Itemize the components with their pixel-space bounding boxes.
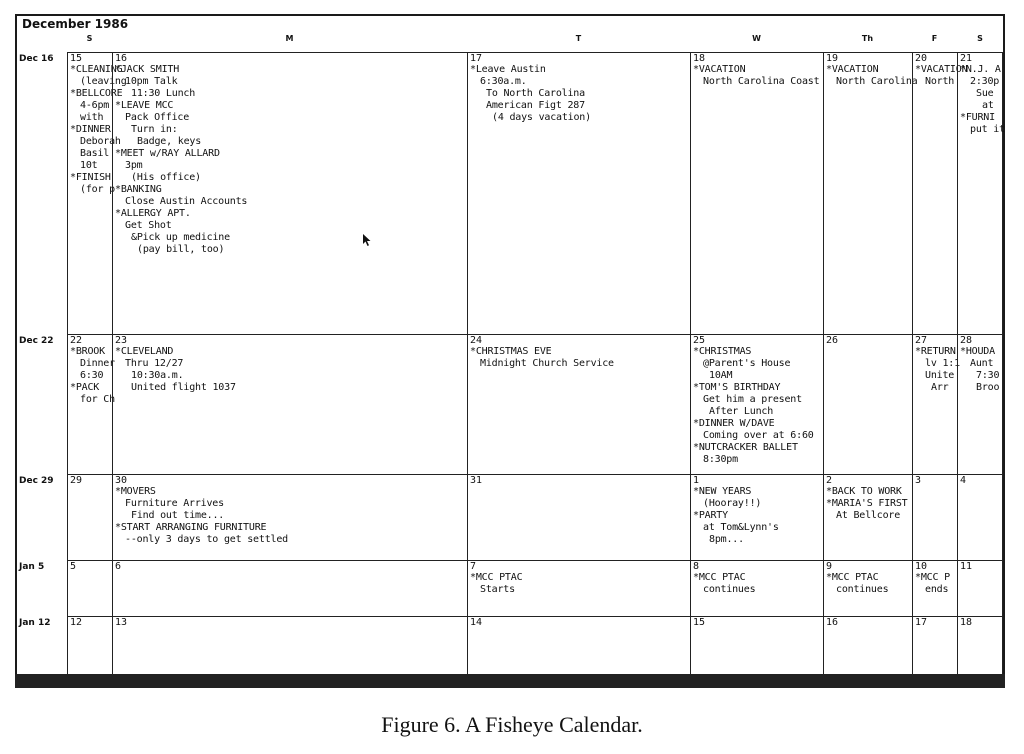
day-number: 15 [693,617,706,628]
event-line: at [982,100,994,111]
event-line: at Tom&Lynn's [703,522,779,533]
event-line: ends [925,584,949,595]
day-number: 25 [693,335,706,346]
event-line: *BROOK [70,346,105,357]
event-line: *CHRISTMAS [693,346,752,357]
event-line: 7:30 [976,370,1000,381]
day-cell[interactable] [823,560,912,616]
event-line: *MCC P [915,572,950,583]
day-number: 11 [960,561,973,572]
event-line: North Carolina [836,76,918,87]
day-number: 1 [693,475,700,486]
event-line: @Parent's House [703,358,791,369]
event-line: *FURNI [960,112,995,123]
figure-caption: Figure 6. A Fisheye Calendar. [381,712,643,737]
day-cell[interactable] [912,560,957,616]
day-cell[interactable] [690,334,823,474]
event-line: *BELLCORE [70,88,123,99]
event-line: 6:30 [80,370,104,381]
week-label: Dec 22 [19,336,54,346]
week-label: Dec 29 [19,476,54,486]
event-line: 10t [80,160,98,171]
day-number: 21 [960,53,973,64]
event-line: *FINISH [70,172,111,183]
event-line: (leaving [80,76,127,87]
event-line: Dinner [80,358,115,369]
event-line: Arr [931,382,949,393]
event-line: *NEW YEARS [693,486,752,497]
event-line: &Pick up medicine [131,232,230,243]
day-cell[interactable] [690,560,823,616]
day-number: 31 [470,475,483,486]
day-number: 4 [960,475,967,486]
day-cell[interactable] [112,560,467,616]
calendar-window [15,14,1005,686]
day-number: 14 [470,617,483,628]
day-cell[interactable] [467,560,690,616]
event-line: --only 3 days to get settled [125,534,288,545]
event-line: (pay bill, too) [137,244,225,255]
event-line: 11:30 Lunch [131,88,196,99]
day-number: 26 [826,335,839,346]
event-line: *BANKING [115,184,162,195]
day-cell[interactable] [823,52,918,334]
day-cell[interactable] [957,474,1003,560]
event-line: for Ch [80,394,115,405]
event-line: To North Carolina [486,88,585,99]
day-number: 19 [826,53,839,64]
event-line: *MEET w/RAY ALLARD [115,148,220,159]
event-line: Starts [480,584,515,595]
day-number: 18 [693,53,706,64]
event-line: United flight 1037 [131,382,236,393]
event-line: *MOVERS [115,486,156,497]
day-number: 6 [115,561,122,572]
day-header-3: W [752,34,761,43]
day-cell[interactable] [67,560,112,616]
event-line: Aunt [970,358,994,369]
week-label: Dec 16 [19,54,54,64]
event-line: 10AM [709,370,733,381]
event-line: 3pm [125,160,143,171]
day-number: 7 [470,561,477,572]
event-line: (4 days vacation) [492,112,591,123]
event-line: *LEAVE MCC [115,100,174,111]
event-line: Sue [976,88,994,99]
event-line: Basil [80,148,110,159]
event-line: continues [703,584,756,595]
event-line: *MCC PTAC [693,572,746,583]
day-cell[interactable] [112,474,467,560]
event-line: *MARIA'S FIRST [826,498,908,509]
event-line: (His office) [131,172,201,183]
event-line: Close Austin Accounts [125,196,248,207]
day-number: 30 [115,475,128,486]
day-number: 28 [960,335,973,346]
event-line: *CLEVELAND [115,346,174,357]
event-line: Turn in: [131,124,178,135]
event-line: *MCC PTAC [470,572,523,583]
day-cell[interactable] [112,52,467,334]
day-number: 10 [915,561,928,572]
event-line: *VACATION [826,64,879,75]
day-number: 22 [70,335,83,346]
calendar-title: December 1986 [22,17,129,31]
event-line: Deborah [80,136,121,147]
day-number: 12 [70,617,83,628]
event-line: 10pm Talk [125,76,178,87]
event-line: *TOM'S BIRTHDAY [693,382,781,393]
event-line: Pack Office [125,112,190,123]
day-cell[interactable] [112,334,467,474]
event-line: (Hooray!!) [703,498,762,509]
day-number: 24 [470,335,483,346]
event-line: with [80,112,104,123]
event-line: 10:30a.m. [131,370,184,381]
day-cell[interactable] [467,52,690,334]
week-label: Jan 12 [19,618,51,628]
day-header-1: M [285,34,294,43]
event-line: *DINNER [70,124,111,135]
day-headers [17,32,1003,52]
week-row [17,334,1003,474]
day-header-4: Th [861,34,874,43]
day-cell[interactable] [957,52,1003,334]
day-number: 2 [826,475,833,486]
day-cell[interactable] [467,474,690,560]
event-line: *DINNER W/DAVE [693,418,775,429]
event-line: put it [970,124,1005,135]
day-number: 17 [470,53,483,64]
status-bar [15,674,1005,688]
day-number: 23 [115,335,128,346]
day-cell[interactable] [823,474,912,560]
event-line: Find out time... [131,510,225,521]
day-header-2: T [575,34,582,43]
event-line: Furniture Arrives [125,498,224,509]
day-cell[interactable] [690,52,823,334]
event-line: 8:30pm [703,454,738,465]
day-cell[interactable] [957,334,1003,474]
week-label: Jan 5 [19,562,45,572]
event-line: lv 1:1 [925,358,960,369]
event-line: *BACK TO WORK [826,486,902,497]
event-line: Get Shot [125,220,172,231]
event-line: North [925,76,955,87]
event-line: Badge, keys [137,136,202,147]
day-header-5: F [931,34,938,43]
day-number: 9 [826,561,833,572]
day-number: 13 [115,617,128,628]
day-cell[interactable] [957,560,1003,616]
day-header-0: S [86,34,93,43]
event-line: *PARTY [693,510,728,521]
day-number: 27 [915,335,928,346]
event-line: *VACATION [693,64,746,75]
event-line: Unite [925,370,955,381]
event-line: *CHRISTMAS EVE [470,346,552,357]
event-line: *CLEANING [70,64,123,75]
day-header-6: S [977,34,983,43]
event-line: (for p [80,184,115,195]
day-cell[interactable] [912,474,957,560]
event-line: Midnight Church Service [480,358,614,369]
day-cell[interactable] [67,334,115,474]
event-line: 8pm... [709,534,744,545]
day-number: 20 [915,53,928,64]
event-line: *RETURN [915,346,956,357]
day-cell[interactable] [67,474,112,560]
status-text [15,682,21,691]
week-row [17,560,1003,616]
day-cell[interactable] [912,334,960,474]
day-number: 8 [693,561,700,572]
day-number: 16 [115,53,128,64]
event-line: *MCC PTAC [826,572,879,583]
event-line: *START ARRANGING FURNITURE [115,522,267,533]
event-line: *Leave Austin [470,64,546,75]
event-line: Thru 12/27 [125,358,184,369]
day-number: 16 [826,617,839,628]
event-line: American Figt 287 [486,100,585,111]
event-line: Coming over at 6:60 [703,430,814,441]
event-line: *VACATION [915,64,968,75]
day-cell[interactable] [690,474,823,560]
event-line: *NUTCRACKER BALLET [693,442,798,453]
event-line: *N.J. A [960,64,1001,75]
day-number: 18 [960,617,973,628]
event-line: continues [836,584,889,595]
day-number: 5 [70,561,77,572]
week-row [17,474,1003,560]
event-line: Get him a present [703,394,802,405]
day-number: 15 [70,53,83,64]
day-cell[interactable] [823,334,912,474]
event-line: 4-6pm [80,100,110,111]
event-line: North Carolina Coast [703,76,820,87]
day-number: 17 [915,617,928,628]
event-line: *PACK [70,382,100,393]
event-line: Broo [976,382,1000,393]
day-number: 29 [70,475,83,486]
week-row [17,52,1003,334]
event-line: *HOUDA [960,346,995,357]
day-number: 3 [915,475,922,486]
event-line: 2:30p [970,76,1000,87]
event-line: At Bellcore [836,510,901,521]
mouse-pointer-icon [362,233,372,247]
event-line: 6:30a.m. [480,76,527,87]
event-line: *ALLERGY APT. [115,208,191,219]
day-cell[interactable] [467,334,690,474]
event-line: *JACK SMITH [115,64,180,75]
event-line: After Lunch [709,406,774,417]
